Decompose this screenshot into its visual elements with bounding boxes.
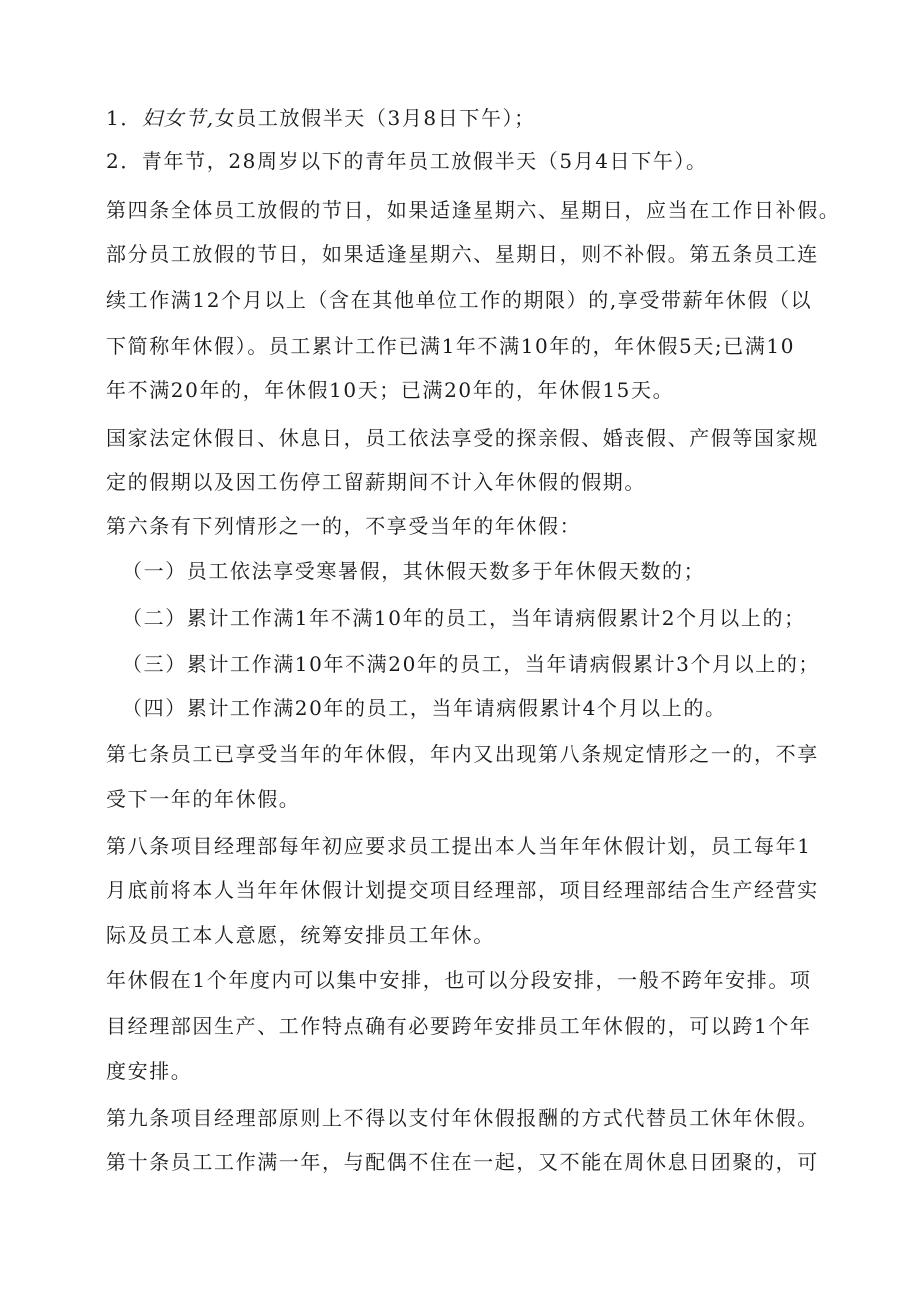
text-line: 1．妇女节,女员工放假半天（3月8日下午）； xyxy=(106,106,536,130)
text-line: 国家法定休假日、休息日，员工依法享受的探亲假、婚丧假、产假等国家规 xyxy=(106,426,819,450)
list-item: （二）累计工作满1年不满10年的员工，当年请病假累计2个月以上的； xyxy=(122,606,806,630)
text-line: 月底前将本人当年年休假计划提交项目经理部，项目经理部结合生产经营实 xyxy=(106,878,819,902)
text-line: 下简称年休假）。员工累计工作已满1年不满10年的，年休假5天;已满10 xyxy=(106,334,796,358)
text-line: 第十条员工工作满一年，与配偶不住在一起，又不能在周休息日团聚的，可 xyxy=(106,1150,819,1174)
text-line: 受下一年的年休假。 xyxy=(106,787,301,811)
text-line: 际及员工本人意愿，统筹安排员工年休。 xyxy=(106,923,495,947)
text-line: 年休假在1个年度内可以集中安排，也可以分段安排，一般不跨年安排。项 xyxy=(106,968,812,992)
text-line: 2．青年节，28周岁以下的青年员工放假半天（5月4日下午）。 xyxy=(106,149,708,173)
list-item: （四）累计工作满20年的员工，当年请病假累计4个月以上的。 xyxy=(122,696,727,720)
text-line: 部分员工放假的节日，如果适逢星期六、星期日，则不补假。第五条员工连 xyxy=(106,242,819,266)
text-line: 度安排。 xyxy=(106,1059,193,1083)
text-line: 目经理部因生产、工作特点确有必要跨年安排员工年休假的，可以跨1个年 xyxy=(106,1014,812,1038)
text-line: 第六条有下列情形之一的，不享受当年的年休假： xyxy=(106,514,582,538)
list-item: （一）员工依法享受寒暑假，其休假天数多于年休假天数的； xyxy=(122,559,706,583)
text-line: 第八条项目经理部每年初应要求员工提出本人当年年休假计划，员工每年1 xyxy=(106,834,812,858)
text-line: 续工作满12个月以上（含在其他单位工作的期限）的,享受带薪年休假（以 xyxy=(106,288,813,312)
italic-text: 妇女节, xyxy=(141,106,215,130)
text-line: 第七条员工已享受当年的年休假，年内又出现第八条规定情形之一的，不享 xyxy=(106,742,819,766)
list-item: （三）累计工作满10年不满20年的员工，当年请病假累计3个月以上的； xyxy=(122,652,821,676)
text-line: 第九条项目经理部原则上不得以支付年休假报酬的方式代替员工休年休假。 xyxy=(106,1106,819,1130)
text-line: 定的假期以及因工伤停工留薪期间不计入年休假的假期。 xyxy=(106,470,646,494)
text-line: 年不满20年的，年休假10天；已满20年的，年休假15天。 xyxy=(106,378,675,402)
text-line: 第四条全体员工放假的节日，如果适逢星期六、星期日，应当在工作日补假。 xyxy=(106,198,841,222)
